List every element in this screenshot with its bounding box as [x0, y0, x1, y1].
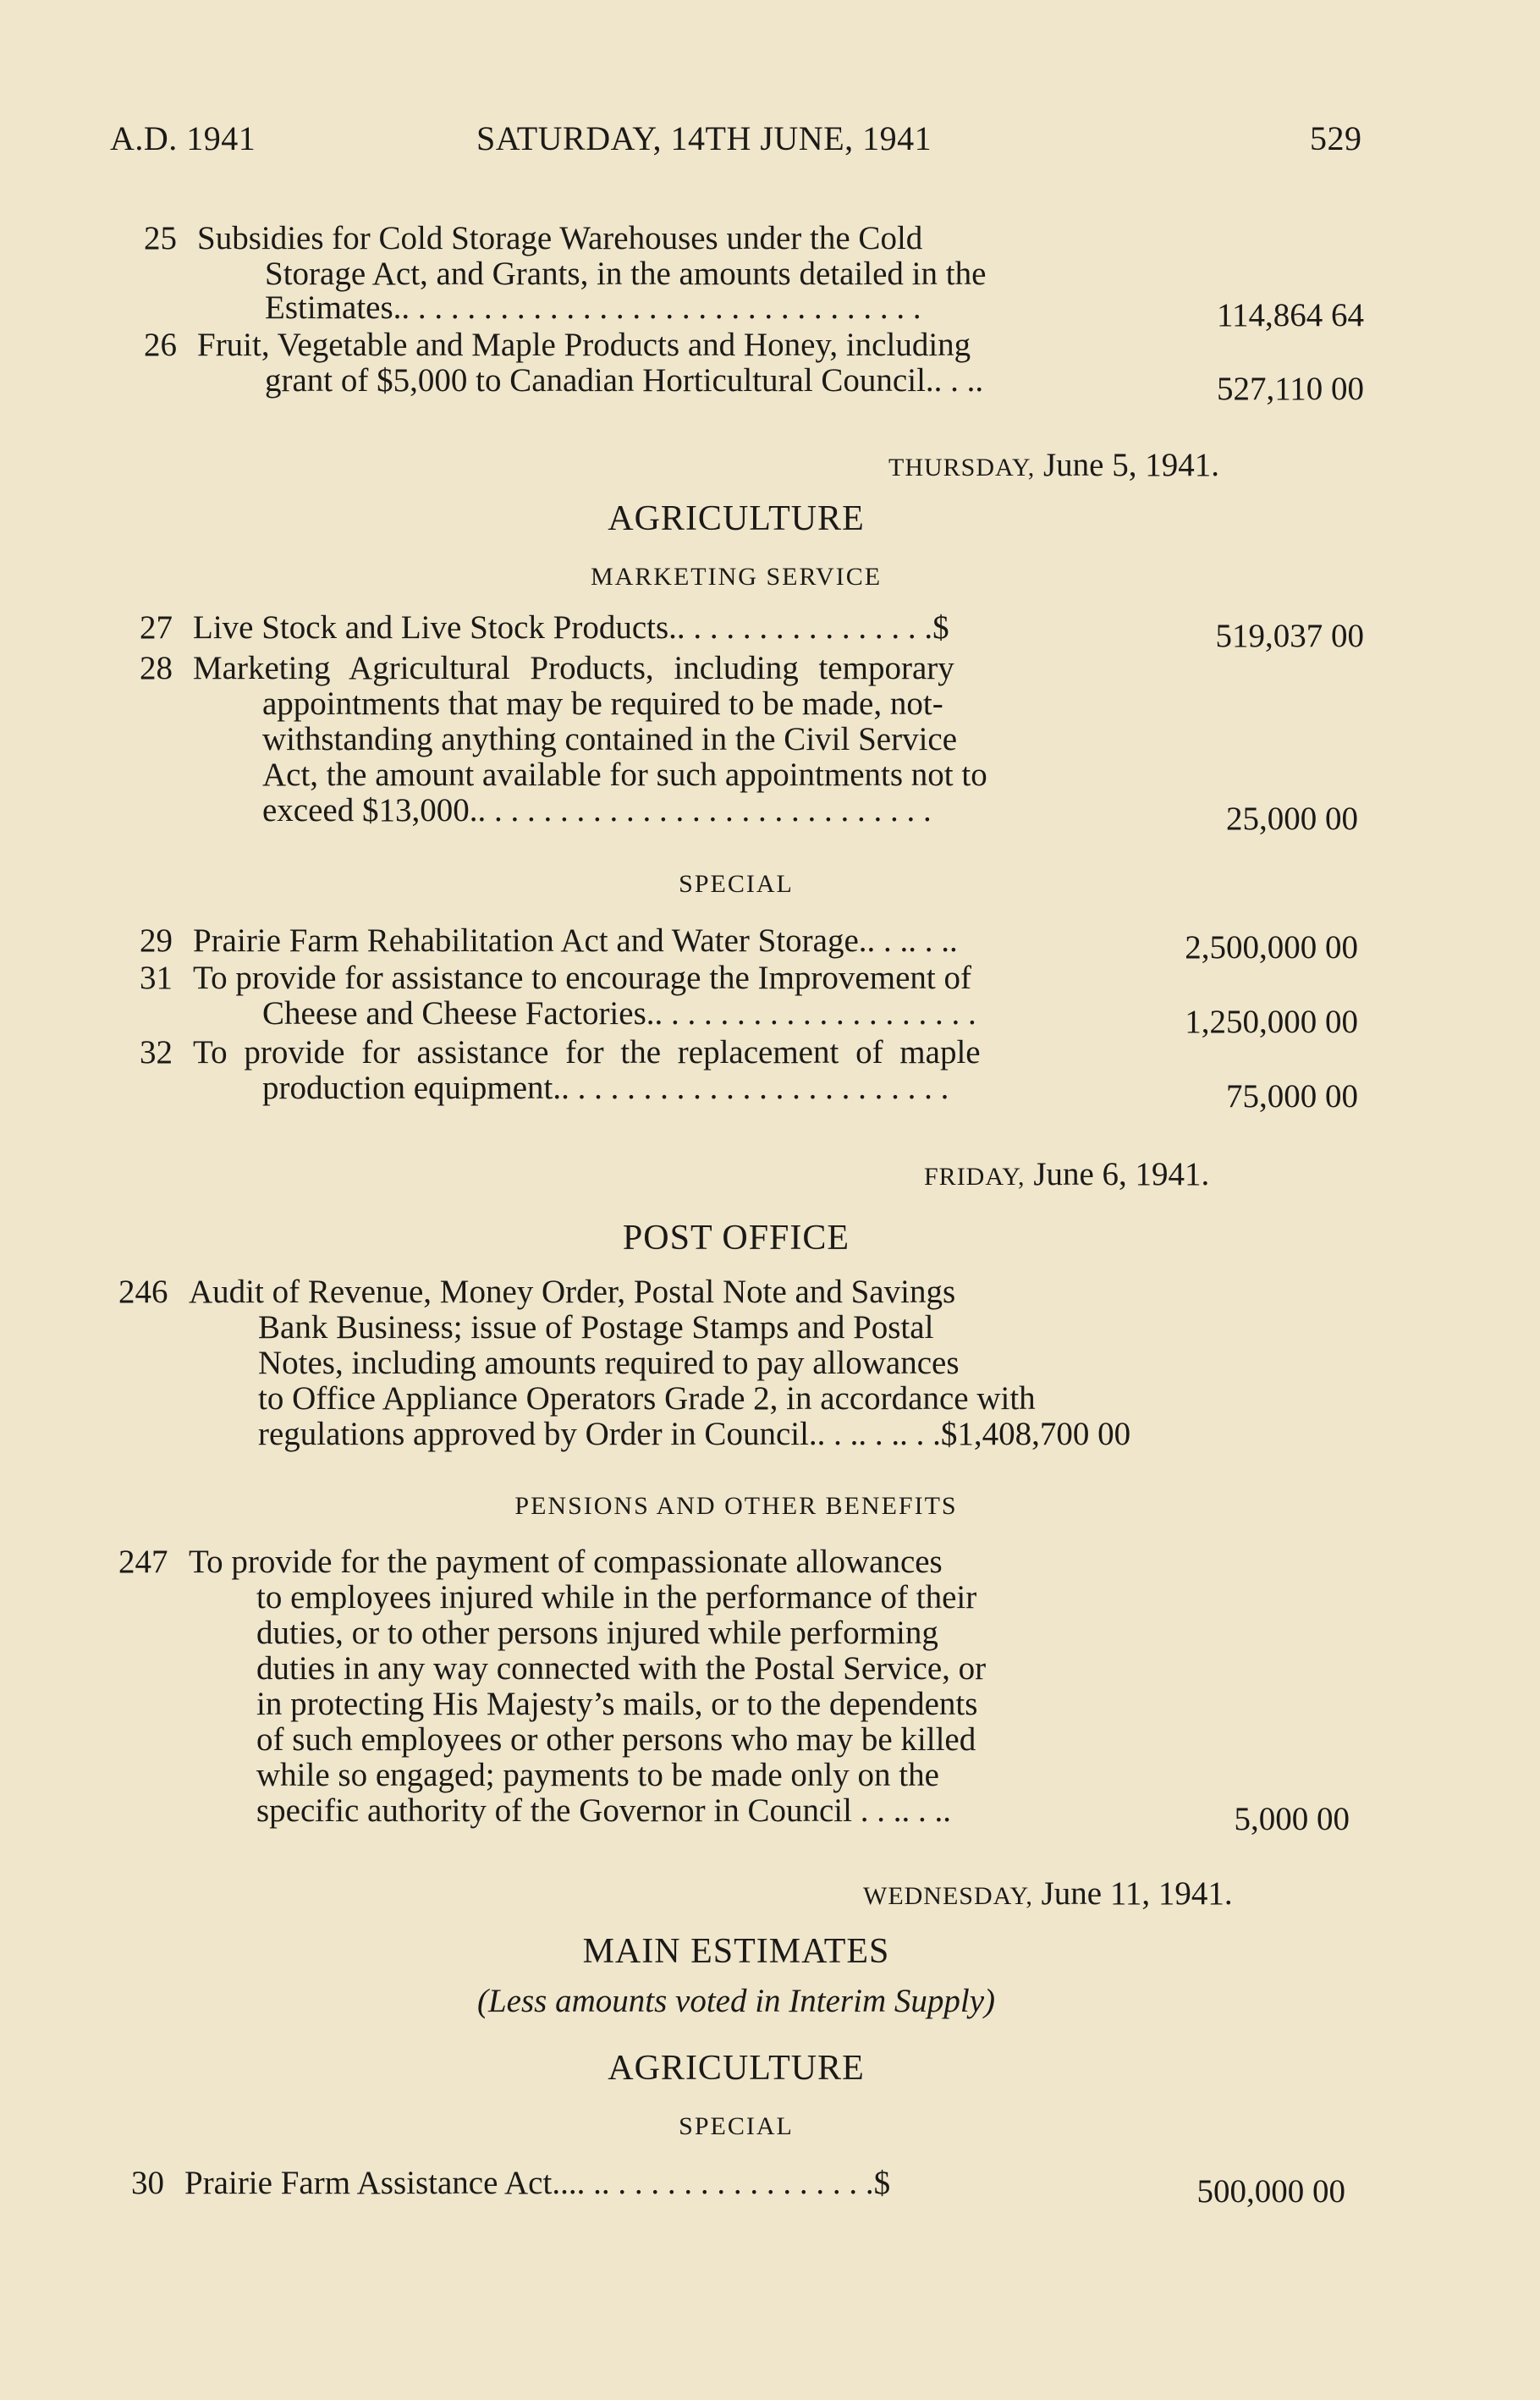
subsection-heading: SPECIAL: [679, 870, 794, 898]
section-date: [863, 1877, 1233, 1910]
subsection-heading: MARKETING SERVICE: [590, 563, 883, 591]
item-text-line: Subsidies for Cold Storage Warehouses under the Cold: [197, 220, 923, 256]
item-text-line: Marketing Agricultural Products, including temporary: [193, 650, 954, 686]
section-heading: AGRICULTURE: [608, 2049, 865, 2088]
item-text-line: To provide for the payment of compassionate allowances: [189, 1544, 943, 1580]
header-title: SATURDAY, 14TH JUNE, 1941: [476, 119, 932, 157]
day-name: FRIDAY,: [924, 1163, 1026, 1191]
item-number: 26: [144, 327, 177, 363]
item-text-line: to employees injured while in the performance of their: [256, 1579, 977, 1616]
section-date: [924, 1158, 1209, 1191]
item-text-line: regulations approved by Order in Council.. . .. . .. . .$1,408,700 00: [258, 1416, 1131, 1452]
section-subtitle: (Less amounts voted in Interim Supply): [476, 1983, 995, 2019]
item-number: 27: [140, 609, 173, 646]
item-text-line: while so engaged; payments to be made only on the: [256, 1757, 939, 1793]
item-number: 247: [118, 1544, 168, 1580]
item-text-line: Prairie Farm Rehabilitation Act and Water Storage.. . .. . ..: [193, 922, 958, 959]
item-amount: 25,000 00: [1226, 801, 1358, 837]
item-text-line: withstanding anything contained in the Civil Service: [262, 721, 958, 757]
item-text-line: Bank Business; issue of Postage Stamps and Postal: [258, 1309, 934, 1346]
item-text-line: production equipment.. . . . . . . . . . . . . . . . . . . . . . . .: [262, 1070, 949, 1106]
item-text-line: appointments that may be required to be made, not-: [262, 685, 943, 722]
item-text-line: Audit of Revenue, Money Order, Postal Note and Savings: [189, 1274, 956, 1310]
day-name: WEDNESDAY,: [863, 1882, 1033, 1910]
item-number: 31: [140, 960, 173, 996]
item-amount: 500,000 00: [1196, 2173, 1345, 2210]
subsection-heading: SPECIAL: [679, 2112, 794, 2140]
item-text-line: in protecting His Majesty’s mails, or to the dependents: [256, 1686, 978, 1722]
item-amount: 5,000 00: [1234, 1801, 1350, 1837]
section-heading: MAIN ESTIMATES: [582, 1932, 890, 1971]
item-text-line: Fruit, Vegetable and Maple Products and Honey, including: [197, 327, 971, 363]
item-text-line: Storage Act, and Grants, in the amounts detailed in the: [265, 256, 987, 292]
day-name: THURSDAY,: [888, 454, 1036, 482]
item-number: 29: [140, 922, 173, 959]
item-number: 28: [140, 650, 173, 686]
section-date: [888, 449, 1219, 482]
item-number: 32: [140, 1034, 173, 1071]
item-amount: 2,500,000 00: [1185, 929, 1358, 966]
item-text-line: Act, the amount available for such appointments not to: [262, 757, 987, 793]
item-text-line: specific authority of the Governor in Council . . .. . ..: [256, 1792, 951, 1829]
item-text-line: duties in any way connected with the Postal Service, or: [256, 1650, 987, 1687]
item-text-line: To provide for assistance for the replacement of maple: [193, 1034, 981, 1071]
section-heading: POST OFFICE: [622, 1219, 850, 1258]
item-amount: 75,000 00: [1226, 1078, 1358, 1115]
item-text-line: grant of $5,000 to Canadian Horticultural Council.. . ..: [265, 362, 984, 399]
item-amount: 519,037 00: [1215, 618, 1364, 654]
item-text-line: Cheese and Cheese Factories.. . . . . . . . . . . . . . . . . . . .: [262, 995, 976, 1032]
item-text-line: to Office Appliance Operators Grade 2, in accordance with: [258, 1380, 1036, 1417]
subsection-heading: PENSIONS AND OTHER BENEFITS: [514, 1492, 958, 1520]
item-text-line: Notes, including amounts required to pay allowances: [258, 1345, 960, 1381]
item-text-line: Prairie Farm Assistance Act.... .. . . . . . . . . . . . . . . . .$: [184, 2165, 891, 2201]
item-text-line: duties, or to other persons injured while performing: [256, 1615, 938, 1651]
date-text: June 6, 1941.: [1033, 1156, 1210, 1192]
item-text-line: Estimates.. . . . . . . . . . . . . . . . . . . . . . . . . . . . . . . .: [265, 289, 921, 326]
section-heading: AGRICULTURE: [608, 499, 865, 538]
page-number: 529: [1310, 119, 1362, 157]
item-number: 246: [118, 1274, 168, 1310]
item-text-line: Live Stock and Live Stock Products.. . . . . . . . . . . . . . . .$: [193, 609, 949, 646]
item-text-line: of such employees or other persons who may be killed: [256, 1721, 976, 1758]
item-number: 30: [131, 2165, 164, 2201]
date-text: June 11, 1941.: [1041, 1875, 1233, 1912]
header-left: A.D. 1941: [110, 119, 256, 157]
item-amount: 1,250,000 00: [1185, 1004, 1358, 1040]
date-text: June 5, 1941.: [1042, 447, 1219, 483]
item-text-line: To provide for assistance to encourage the Improvement of: [193, 960, 971, 996]
item-text-line: exceed $13,000.. . . . . . . . . . . . . . . . . . . . . . . . . . . .: [262, 792, 932, 828]
item-number: 25: [144, 220, 177, 256]
item-amount: 527,110 00: [1216, 371, 1364, 407]
item-amount: 114,864 64: [1216, 297, 1364, 333]
